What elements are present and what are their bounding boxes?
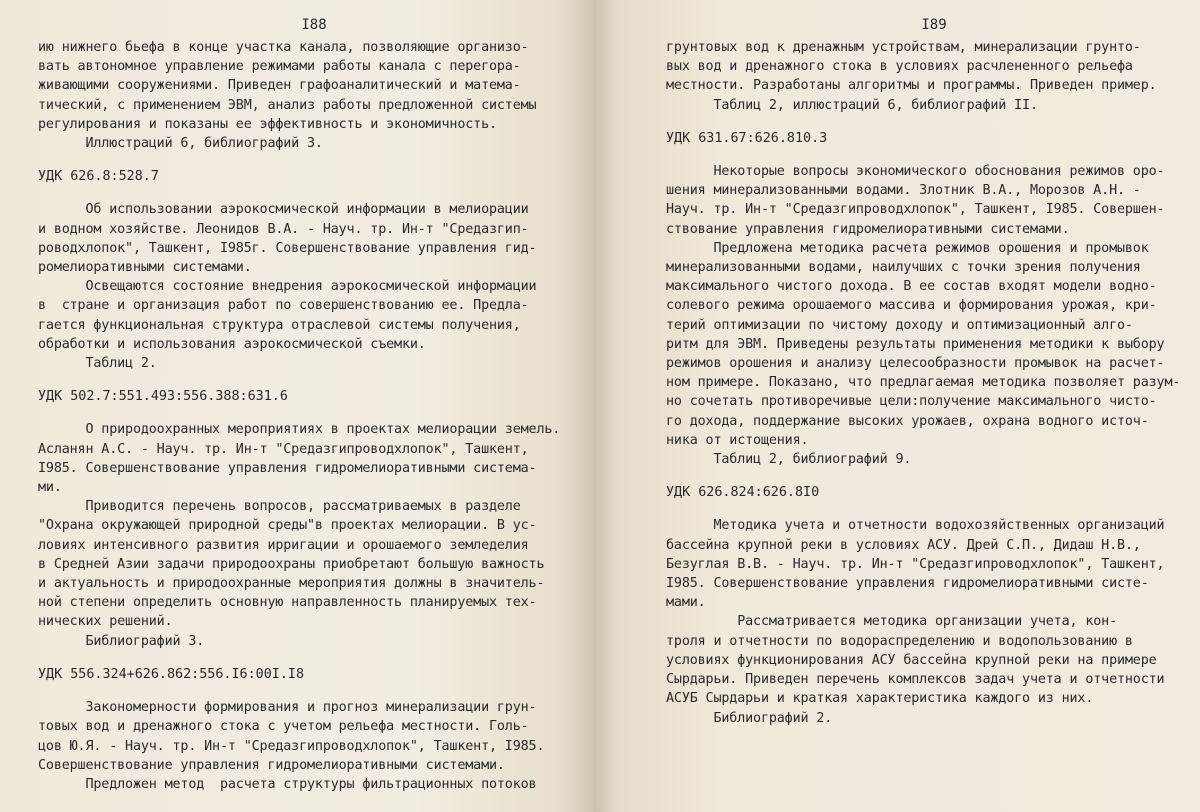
udk-code: УДК 631.67:626.810.3: [666, 130, 828, 146]
text-paragraph: [38, 497, 550, 631]
text-paragraph: [666, 38, 1162, 115]
text-line: условиях функционирования АСУ бассейна крупной реки на примере: [666, 652, 1157, 668]
udk-code: УДК 626.824:626.8I0: [666, 485, 820, 501]
text-paragraph: [38, 354, 550, 373]
text-paragraph: [38, 134, 550, 153]
text-paragraph: [666, 162, 1165, 239]
text-paragraph: [38, 698, 550, 775]
text-line: ника от истощения.: [666, 432, 809, 448]
page-content: [38, 38, 561, 794]
udk-code: УДК 556.324+626.862:556.I6:00I.I8: [38, 666, 305, 682]
text-line: Иллюстраций 6, библиографий 3.: [38, 136, 323, 152]
text-line: I985. Совершенствование управления гидромелиоративными система-: [38, 460, 537, 476]
text-line: вых вод и дренажного стока в условиях расчлененного рельефа: [666, 59, 1133, 75]
text-line: нических решений.: [38, 614, 173, 630]
text-line: вать автономное управление режимами работы канала с перегора-: [38, 59, 521, 75]
text-paragraph: [38, 277, 550, 354]
text-line: цов Ю.Я. - Науч. тр. Ин-т "Средазгипроводхлопок", Ташкент, I985.: [38, 738, 545, 754]
page-content: [666, 38, 1181, 728]
text-line: Библиографий 3.: [38, 633, 205, 649]
udk-code: УДК 626.8:528.7: [38, 169, 159, 185]
text-line: шения минерализованными водами. Злотник В.А., Морозов А.Н. -: [666, 183, 1141, 199]
text-line: грунтовых вод к дренажным устройствам, минерализации грунто-: [666, 40, 1141, 55]
text-line: Освещаются состояние внедрения аэрокосмической информации: [38, 279, 537, 295]
text-line: но сочетать противоречивые цели:получение максимального чисто-: [666, 394, 1157, 410]
text-paragraph: [666, 709, 1162, 728]
text-line: Безуглая В.В. - Науч. тр. Ин-т "Средазгипроводхлопок", Ташкент,: [666, 556, 1165, 572]
text-line: О природоохранных мероприятиях в проектах мелиорации земель.: [38, 422, 561, 438]
text-line: Библиографий 2.: [666, 710, 833, 726]
text-line: ствование управления гидромелиоративными системами.: [666, 221, 1070, 237]
text-line: Рассматривается методика организации учета, кон-: [666, 614, 1117, 630]
text-line: тический, с применением ЭВМ, анализ работы предложенной системы: [38, 97, 537, 113]
text-line: Закономерности формирования и прогноз минерализации грун-: [38, 700, 537, 716]
text-line: товых вод и дренажного стока с учетом рельефа местности. Голь-: [38, 719, 529, 735]
text-line: Методика учета и отчетности водохозяйственных организаций: [666, 518, 1165, 534]
text-line: I985. Совершенствование управления гидромелиоративными систе-: [666, 576, 1149, 592]
text-line: Сырдарьи. Приведен перечень комплексов задач учета и отчетности: [666, 672, 1165, 688]
udk-code: УДК 502.7:551.493:556.388:631.6: [38, 389, 288, 405]
text-line: "Охрана окружающей природной среды"в проектах мелиорации. В ус-: [38, 518, 537, 534]
text-line: в Средней Азии задачи природоохраны приобретают большую важность: [38, 556, 545, 572]
text-line: гается функциональная структура отраслевой системы получения,: [38, 317, 521, 333]
text-line: ной степени определить основную направленность планируемых тех-: [38, 595, 537, 611]
text-line: в стране и организация работ по совершенствованию ее. Предла-: [38, 298, 529, 314]
text-line: солевого режима орошаемого массива и формирования урожая, кри-: [666, 298, 1157, 314]
text-line: максимального чистого дохода. В ее состав входят модели водно-: [666, 279, 1157, 295]
text-line: Таблиц 2.: [38, 356, 157, 372]
text-line: терий оптимизации по чистому доходу и оптимизационный алго-: [666, 317, 1133, 333]
text-line: мами.: [666, 595, 706, 611]
text-line: регулирования и показаны ее эффективность и экономичность.: [38, 116, 497, 132]
text-paragraph: [38, 420, 561, 497]
left-page: [0, 0, 594, 812]
page-number: I89: [921, 17, 947, 33]
text-line: живающими сооружениями. Приведен графоаналитический и матема-: [38, 78, 521, 94]
text-line: Об использовании аэрокосмической информации в мелиорации: [38, 202, 529, 218]
text-paragraph: [666, 450, 1162, 469]
text-line: ию нижнего бьефа в конце участка канала, позволяющие организо-: [38, 40, 529, 55]
text-line: троля и отчетности по водораспределению и водопользованию в: [666, 633, 1133, 649]
text-line: Предложена методика расчета режимов орошения и промывок: [666, 240, 1149, 256]
text-line: минерализованными водами, наилучших с точки зрения получения: [666, 260, 1141, 276]
text-line: Предложен метод расчета структуры фильтрационных потоков: [38, 776, 537, 792]
text-line: Асланян А.С. - Науч. тр. Ин-т "Средазгипроводхлопок", Ташкент,: [38, 441, 529, 457]
page-number: I88: [301, 17, 327, 33]
text-paragraph: [38, 200, 550, 277]
text-line: Приводится перечень вопросов, рассматриваемых в разделе: [38, 499, 521, 515]
text-line: ритм для ЭВМ. Приведены результаты применения методики к выбору: [666, 336, 1165, 352]
right-page: [594, 0, 1200, 812]
text-paragraph: [38, 632, 550, 651]
text-line: режимов орошения и анализу целесообразности промывок на расчет-: [666, 356, 1165, 372]
text-line: обработки и использования аэрокосмической съемки.: [38, 336, 426, 352]
text-line: роводхлопок", Ташкент, I985г. Совершенствование управления гид-: [38, 240, 537, 256]
text-line: Некоторые вопросы экономического обоснования режимов оро-: [666, 164, 1165, 180]
text-paragraph: [666, 612, 1165, 708]
text-line: Таблиц 2, библиографий 9.: [666, 452, 912, 468]
text-paragraph: [666, 239, 1181, 450]
text-line: го дохода, поддержание высоких урожаев, охрана водного источ-: [666, 413, 1149, 429]
text-line: и водном хозяйстве. Леонидов В.А. - Науч. тр. Ин-т "Средазгип-: [38, 221, 529, 237]
text-line: местности. Разработаны алгоритмы и программы. Приведен пример.: [666, 78, 1157, 94]
text-line: и актуальность и природоохранные мероприятия должны в значитель-: [38, 576, 545, 592]
text-paragraph: [38, 38, 550, 134]
text-line: ромелиоративными системами.: [38, 260, 252, 276]
text-line: Науч. тр. Ин-т "Средазгипроводхлопок", Ташкент, I985. Совершен-: [666, 202, 1165, 218]
text-line: АСУБ Сырдарьи и краткая характеристика каждого из них.: [666, 691, 1094, 707]
text-line: Совершенствование управления гидромелиоративными системами.: [38, 757, 505, 773]
text-line: ми.: [38, 480, 62, 496]
text-line: бассейна крупной реки в условиях АСУ. Дрей С.П., Дидаш Н.В.,: [666, 537, 1141, 553]
text-line: ловиях интенсивного развития ирригации и орошаемого земледелия: [38, 537, 529, 553]
text-line: Таблиц 2, иллюстраций 6, библиографий II.: [666, 97, 1038, 113]
text-paragraph: [38, 775, 550, 794]
text-line: ном примере. Показано, что предлагаемая методика позволяет разум-: [666, 375, 1181, 391]
text-paragraph: [666, 516, 1165, 612]
